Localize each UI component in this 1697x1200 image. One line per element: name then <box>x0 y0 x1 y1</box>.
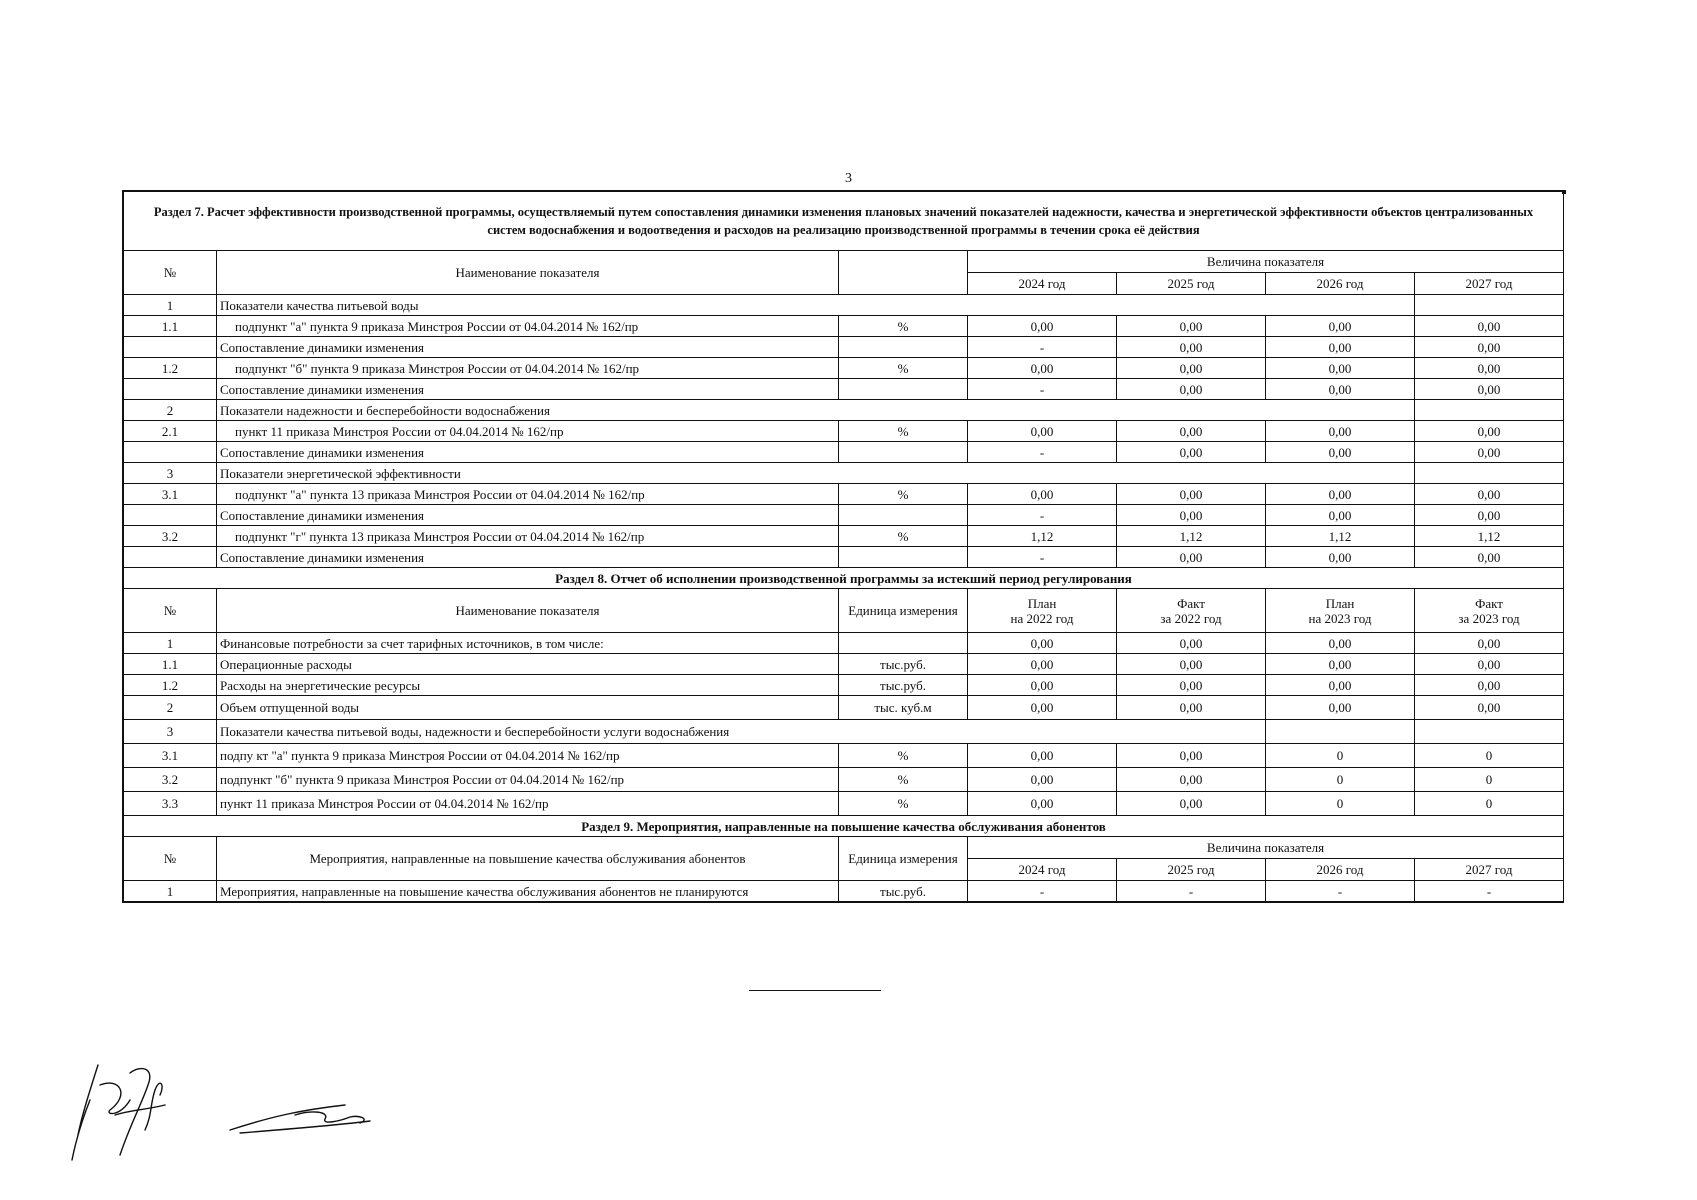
col-num-header: № <box>124 837 217 881</box>
value-cell: - <box>968 442 1117 463</box>
table-row <box>124 768 1564 792</box>
value-cell: 0,00 <box>1266 675 1415 696</box>
unit-cell: % <box>839 768 968 792</box>
value-cell: 0 <box>1415 792 1564 816</box>
unit-cell: % <box>839 744 968 768</box>
table-row <box>124 675 1564 696</box>
value-cell: 0,00 <box>1117 744 1266 768</box>
period-header-line2: на 2023 год <box>1308 610 1372 626</box>
value-cell: 0,00 <box>1117 696 1266 720</box>
value-cell: 0,00 <box>1266 654 1415 675</box>
row-number: 3.1 <box>124 484 217 505</box>
value-cell: 0,00 <box>968 696 1117 720</box>
value-cell: 0,00 <box>1117 484 1266 505</box>
value-cell: 0,00 <box>968 316 1117 337</box>
value-cell: - <box>968 505 1117 526</box>
row-number: 1 <box>124 881 217 902</box>
indicator-name: Сопоставление динамики изменения <box>217 442 839 463</box>
unit-cell: тыс.руб. <box>839 881 968 902</box>
indicator-name: пункт 11 приказа Минстроя России от 04.04.2014 № 162/пр <box>217 421 839 442</box>
value-cell: 1,12 <box>1415 526 1564 547</box>
value-cell: 0 <box>1415 768 1564 792</box>
indicator-name: подпункт "б" пункта 9 приказа Минстроя России от 04.04.2014 № 162/пр <box>217 768 839 792</box>
value-group-header: Величина показателя <box>968 837 1564 859</box>
table-row <box>124 744 1564 768</box>
row-number: 2 <box>124 696 217 720</box>
row-number: 2.1 <box>124 421 217 442</box>
unit-cell <box>839 505 968 526</box>
value-cell: 0,00 <box>968 744 1117 768</box>
unit-cell: % <box>839 316 968 337</box>
report-table <box>123 191 1564 902</box>
report-document <box>122 190 1564 903</box>
col-unit-header: Единица измерения <box>839 589 968 633</box>
value-cell: 0,00 <box>968 675 1117 696</box>
col-num-header: № <box>124 589 217 633</box>
value-cell: 0 <box>1266 768 1415 792</box>
row-number: 3.2 <box>124 768 217 792</box>
table-row <box>124 379 1564 400</box>
value-cell: - <box>1266 881 1415 902</box>
value-cell: 0,00 <box>1117 547 1266 568</box>
table-row <box>124 421 1564 442</box>
value-cell: 0,00 <box>968 792 1117 816</box>
value-cell: - <box>968 379 1117 400</box>
value-cell: 1,12 <box>968 526 1117 547</box>
value-cell: 0,00 <box>1266 633 1415 654</box>
table-row <box>124 654 1564 675</box>
value-cell: 0,00 <box>1117 442 1266 463</box>
value-cell: 0,00 <box>1266 421 1415 442</box>
unit-cell: тыс.руб. <box>839 675 968 696</box>
value-cell: 0,00 <box>1266 505 1415 526</box>
col-name-header: Наименование показателя <box>217 589 839 633</box>
indicator-name: подпункт "а" пункта 9 приказа Минстроя России от 04.04.2014 № 162/пр <box>217 316 839 337</box>
value-cell: - <box>1415 881 1564 902</box>
unit-cell <box>839 337 968 358</box>
value-cell: 0,00 <box>1266 358 1415 379</box>
value-cell: 0,00 <box>1117 792 1266 816</box>
value-cell: 0,00 <box>1415 442 1564 463</box>
group-name: Показатели качества питьевой воды <box>217 295 1415 316</box>
section9-header-row <box>124 837 1564 859</box>
table-row <box>124 720 1564 744</box>
value-cell: 0,00 <box>968 654 1117 675</box>
section9-title-row <box>124 816 1564 837</box>
value-cell: 0 <box>1415 744 1564 768</box>
table-row <box>124 295 1564 316</box>
value-cell: 0,00 <box>1415 316 1564 337</box>
section9-title: Раздел 9. Мероприятия, направленные на повышение качества обслуживания абонентов <box>124 816 1564 837</box>
year-header: 2027 год <box>1415 859 1564 881</box>
value-cell: 0,00 <box>1266 337 1415 358</box>
value-cell: 0,00 <box>1117 633 1266 654</box>
indicator-name: Операционные расходы <box>217 654 839 675</box>
value-cell: 0,00 <box>1117 358 1266 379</box>
table-row <box>124 792 1564 816</box>
table-row <box>124 442 1564 463</box>
row-number: 3.3 <box>124 792 217 816</box>
value-cell: 0,00 <box>1415 633 1564 654</box>
period-header-line1: Факт <box>1177 595 1205 611</box>
unit-cell <box>839 547 968 568</box>
indicator-name: подпункт "а" пункта 13 приказа Минстроя России от 04.04.2014 № 162/пр <box>217 484 839 505</box>
period-header-line1: План <box>1325 595 1355 611</box>
value-cell: 0,00 <box>1266 696 1415 720</box>
group-name: Показатели качества питьевой воды, надежности и бесперебойности услуги водоснабжения <box>217 720 1266 744</box>
page-number: 3 <box>845 171 852 186</box>
unit-cell: % <box>839 526 968 547</box>
value-cell: 1,12 <box>1117 526 1266 547</box>
end-rule <box>749 990 881 991</box>
value-cell: 0,00 <box>1117 675 1266 696</box>
value-cell: 0,00 <box>1117 316 1266 337</box>
value-cell: 0,00 <box>1415 505 1564 526</box>
value-cell: 0,00 <box>968 358 1117 379</box>
value-cell: 0,00 <box>1415 337 1564 358</box>
col-name-header: Наименование показателя <box>217 251 839 295</box>
value-cell: 0,00 <box>1117 654 1266 675</box>
year-header: 2026 год <box>1266 273 1415 295</box>
indicator-name: пункт 11 приказа Минстроя России от 04.04.2014 № 162/пр <box>217 792 839 816</box>
indicator-name: Финансовые потребности за счет тарифных источников, в том числе: <box>217 633 839 654</box>
empty-cell <box>1266 720 1415 744</box>
section8-title-row <box>124 568 1564 589</box>
value-cell: 0 <box>1266 792 1415 816</box>
row-number: 1.2 <box>124 675 217 696</box>
col-num-header: № <box>124 251 217 295</box>
group-name: Показатели энергетической эффективности <box>217 463 1415 484</box>
value-cell: 0,00 <box>1117 768 1266 792</box>
value-cell: 0,00 <box>1117 337 1266 358</box>
table-row <box>124 526 1564 547</box>
activity-name: Мероприятия, направленные на повышение качества обслуживания абонентов не планируются <box>217 881 839 902</box>
year-header: 2026 год <box>1266 859 1415 881</box>
table-row <box>124 633 1564 654</box>
indicator-name: Сопоставление динамики изменения <box>217 505 839 526</box>
table-row <box>124 337 1564 358</box>
period-header <box>1266 589 1415 633</box>
signature-image <box>60 1055 390 1165</box>
year-header: 2025 год <box>1117 273 1266 295</box>
value-cell: 0,00 <box>1415 654 1564 675</box>
year-header: 2024 год <box>968 859 1117 881</box>
value-cell: 0 <box>1266 744 1415 768</box>
value-cell: 0,00 <box>1117 421 1266 442</box>
row-number: 1.1 <box>124 316 217 337</box>
period-header-line2: на 2022 год <box>1010 610 1074 626</box>
row-number: 3.1 <box>124 744 217 768</box>
indicator-name: Сопоставление динамики изменения <box>217 379 839 400</box>
row-number: 3 <box>124 720 217 744</box>
row-number <box>124 547 217 568</box>
table-row <box>124 400 1564 421</box>
value-cell: 0,00 <box>1117 379 1266 400</box>
period-header-line1: План <box>1027 595 1057 611</box>
row-number <box>124 337 217 358</box>
value-cell: 0,00 <box>1415 675 1564 696</box>
row-number: 3 <box>124 463 217 484</box>
value-cell: - <box>968 881 1117 902</box>
year-header: 2025 год <box>1117 859 1266 881</box>
indicator-name: подпункт "г" пункта 13 приказа Минстроя России от 04.04.2014 № 162/пр <box>217 526 839 547</box>
row-number: 3.2 <box>124 526 217 547</box>
period-header-line2: за 2023 год <box>1458 610 1520 626</box>
empty-cell <box>1415 400 1564 421</box>
value-cell: 0,00 <box>968 484 1117 505</box>
indicator-name: Сопоставление динамики изменения <box>217 337 839 358</box>
empty-cell <box>1415 720 1564 744</box>
period-header-line2: за 2022 год <box>1160 610 1222 626</box>
row-number: 1.1 <box>124 654 217 675</box>
unit-cell: % <box>839 484 968 505</box>
table-row <box>124 358 1564 379</box>
value-cell: 0,00 <box>1415 421 1564 442</box>
period-header <box>1415 589 1564 633</box>
value-cell: - <box>1117 881 1266 902</box>
unit-cell <box>839 442 968 463</box>
value-group-header: Величина показателя <box>968 251 1564 273</box>
indicator-name: Расходы на энергетические ресурсы <box>217 675 839 696</box>
empty-cell <box>1415 295 1564 316</box>
value-cell: 0,00 <box>1266 442 1415 463</box>
period-header <box>968 589 1117 633</box>
unit-cell <box>839 379 968 400</box>
value-cell: 0,00 <box>968 421 1117 442</box>
section8-title: Раздел 8. Отчет об исполнении производственной программы за истекший период регулирования <box>124 568 1564 589</box>
value-cell: 0,00 <box>1117 505 1266 526</box>
period-header <box>1117 589 1266 633</box>
value-cell: 0,00 <box>1266 379 1415 400</box>
row-number <box>124 379 217 400</box>
value-cell: - <box>968 337 1117 358</box>
value-cell: 0,00 <box>968 768 1117 792</box>
table-row <box>124 463 1564 484</box>
section7-header-row <box>124 251 1564 273</box>
col-unit-header <box>839 251 968 295</box>
section7-title: Раздел 7. Расчет эффективности производственной программы, осуществляемый путем сопоставления динамики изменения плановых значений показателей надежности, качества и энергетической эффективности объектов централизованных систем водоснабжения и водоотведения и расходов на реализацию производственной программы в течении срока её действия <box>124 192 1564 251</box>
value-cell: 0,00 <box>1266 316 1415 337</box>
value-cell: 0,00 <box>968 633 1117 654</box>
row-number <box>124 505 217 526</box>
value-cell: 0,00 <box>1415 379 1564 400</box>
unit-cell: % <box>839 358 968 379</box>
unit-cell: тыс.руб. <box>839 654 968 675</box>
value-cell: 1,12 <box>1266 526 1415 547</box>
value-cell: 0,00 <box>1415 358 1564 379</box>
value-cell: 0,00 <box>1266 484 1415 505</box>
unit-cell: % <box>839 792 968 816</box>
col-unit-header: Единица измерения <box>839 837 968 881</box>
unit-cell: тыс. куб.м <box>839 696 968 720</box>
row-number: 1 <box>124 295 217 316</box>
year-header: 2027 год <box>1415 273 1564 295</box>
value-cell: - <box>968 547 1117 568</box>
value-cell: 0,00 <box>1415 484 1564 505</box>
unit-cell: % <box>839 421 968 442</box>
indicator-name: подпу кт "а" пункта 9 приказа Минстроя России от 04.04.2014 № 162/пр <box>217 744 839 768</box>
section8-header-row <box>124 589 1564 633</box>
indicator-name: Объем отпущенной воды <box>217 696 839 720</box>
table-row <box>124 505 1564 526</box>
value-cell: 0,00 <box>1415 696 1564 720</box>
row-number <box>124 442 217 463</box>
row-number: 2 <box>124 400 217 421</box>
table-row <box>124 484 1564 505</box>
unit-cell <box>839 633 968 654</box>
table-row <box>124 696 1564 720</box>
year-header: 2024 год <box>968 273 1117 295</box>
table-row <box>124 547 1564 568</box>
table-row <box>124 316 1564 337</box>
indicator-name: Сопоставление динамики изменения <box>217 547 839 568</box>
indicator-name: подпункт "б" пункта 9 приказа Минстроя России от 04.04.2014 № 162/пр <box>217 358 839 379</box>
value-cell: 0,00 <box>1266 547 1415 568</box>
col-name-header: Мероприятия, направленные на повышение качества обслуживания абонентов <box>217 837 839 881</box>
row-number: 1 <box>124 633 217 654</box>
table-row <box>124 881 1564 902</box>
value-cell: 0,00 <box>1415 547 1564 568</box>
row-number: 1.2 <box>124 358 217 379</box>
period-header-line1: Факт <box>1475 595 1503 611</box>
group-name: Показатели надежности и бесперебойности водоснабжения <box>217 400 1415 421</box>
empty-cell <box>1415 463 1564 484</box>
